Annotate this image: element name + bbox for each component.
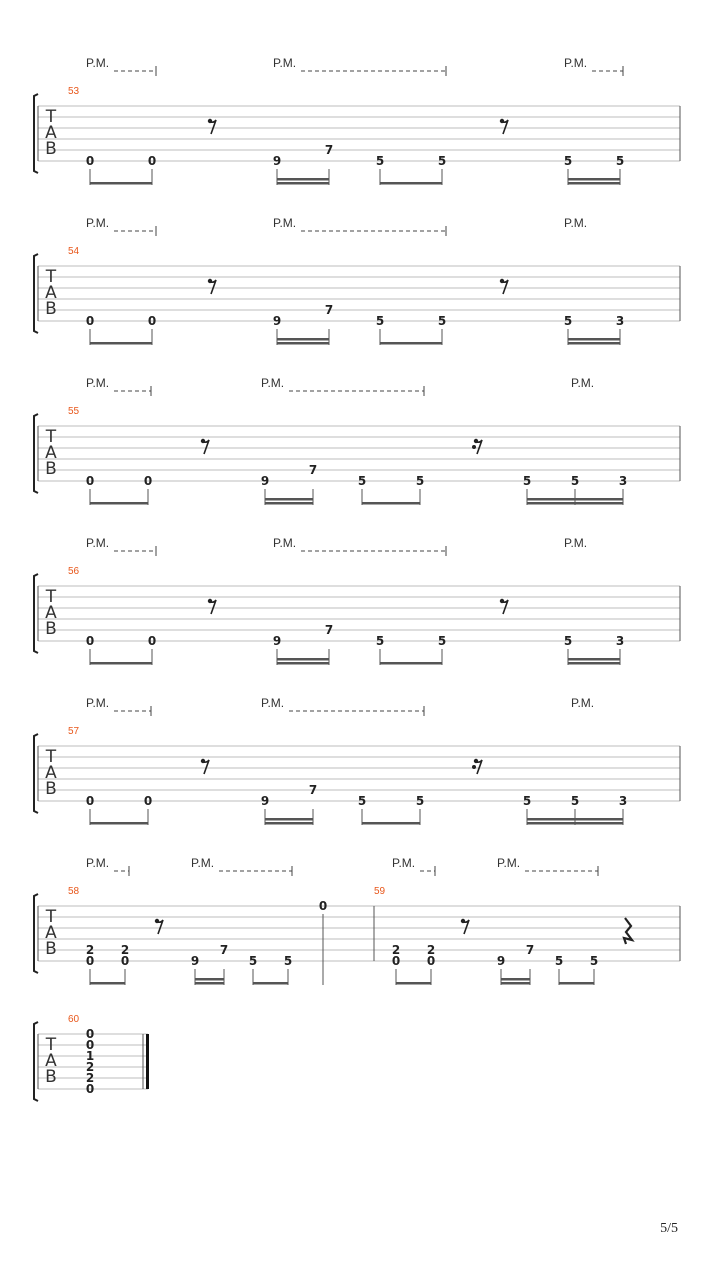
fret-number: 2: [120, 943, 130, 957]
fret-number: 7: [324, 303, 334, 317]
note-beam: [568, 662, 620, 665]
fret-number: 0: [143, 474, 153, 488]
tab-letter-b: B: [45, 939, 57, 959]
staff-system-58-59: [34, 856, 680, 985]
tab-letter-a: A: [45, 443, 57, 463]
fret-number: 0: [147, 634, 157, 648]
rest-stem: [210, 120, 216, 134]
fret-number: 5: [554, 954, 564, 968]
palm-mute-label: P.M.: [564, 56, 588, 70]
fret-number: 1: [85, 1049, 95, 1063]
palm-mute-label: P.M.: [564, 536, 588, 550]
fret-number: 9: [272, 154, 282, 168]
fret-number: 9: [190, 954, 200, 968]
palm-mute-label: P.M.: [191, 856, 215, 870]
tab-letter-a: A: [45, 763, 57, 783]
fret-number: 7: [324, 143, 334, 157]
note-beam: [277, 662, 329, 665]
rest-stem: [502, 600, 508, 614]
fret-number: 3: [618, 794, 628, 808]
palm-mute-label: P.M.: [261, 376, 285, 390]
tab-letter-t: T: [45, 1035, 57, 1055]
rest-dot: [472, 445, 476, 449]
note-beam: [90, 822, 148, 825]
fret-number: 9: [272, 634, 282, 648]
fret-number: 0: [85, 314, 95, 328]
tab-letter-b: B: [45, 779, 57, 799]
note-beam: [195, 982, 224, 985]
palm-mute-label: P.M.: [571, 376, 595, 390]
tab-letter-b: B: [45, 299, 57, 319]
staff-bracket: [34, 574, 38, 653]
fret-number: 5: [589, 954, 599, 968]
staff-bracket: [34, 1022, 38, 1101]
palm-mute-label: P.M.: [86, 216, 110, 230]
fret-number: 0: [120, 954, 130, 968]
fret-number: 5: [375, 634, 385, 648]
fret-number: 9: [260, 474, 270, 488]
fret-number: 5: [437, 154, 447, 168]
fret-number: 2: [85, 1060, 95, 1074]
fret-number: 7: [308, 783, 318, 797]
tab-letter-t: T: [45, 907, 57, 927]
note-beam: [265, 498, 313, 501]
note-beam: [277, 178, 329, 181]
bar-number: 57: [68, 726, 80, 737]
tab-letter-t: T: [45, 587, 57, 607]
note-beam: [265, 822, 313, 825]
note-beam: [90, 182, 152, 185]
palm-mute-label: P.M.: [273, 536, 297, 550]
fret-number: 5: [375, 314, 385, 328]
palm-mute-label: P.M.: [86, 696, 110, 710]
fret-number: 2: [85, 943, 95, 957]
note-beam: [90, 342, 152, 345]
bar-number: 58: [68, 886, 80, 897]
note-beam: [253, 982, 288, 985]
bar-number: 53: [68, 86, 80, 97]
fret-number: 2: [85, 1071, 95, 1085]
fret-number: 0: [85, 1027, 95, 1041]
note-beam: [568, 338, 620, 341]
staff-bracket: [34, 414, 38, 493]
fret-number: 9: [496, 954, 506, 968]
note-beam: [90, 982, 125, 985]
fret-number: 7: [525, 943, 535, 957]
fret-number: 5: [248, 954, 258, 968]
fret-number: 5: [415, 794, 425, 808]
rest-stem: [502, 120, 508, 134]
fret-number: 5: [615, 154, 625, 168]
staff-system-55: [34, 376, 680, 505]
note-beam: [277, 338, 329, 341]
staff-bracket: [34, 734, 38, 813]
palm-mute-label: P.M.: [86, 856, 110, 870]
tab-letter-a: A: [45, 1051, 57, 1071]
note-beam: [568, 342, 620, 345]
fret-number: 5: [375, 154, 385, 168]
bar-number: 55: [68, 406, 80, 417]
note-beam: [396, 982, 431, 985]
note-beam: [277, 342, 329, 345]
fret-number: 7: [324, 623, 334, 637]
staff-system-60: [34, 1014, 149, 1101]
tab-letter-b: B: [45, 619, 57, 639]
tab-letter-b: B: [45, 139, 57, 159]
palm-mute-label: P.M.: [497, 856, 521, 870]
palm-mute-label: P.M.: [273, 216, 297, 230]
bar-number: 59: [374, 886, 386, 897]
note-beam: [362, 502, 420, 505]
fret-number: 5: [522, 474, 532, 488]
fret-number: 5: [357, 474, 367, 488]
note-beam: [527, 498, 623, 501]
tab-letter-a: A: [45, 603, 57, 623]
fret-number: 7: [308, 463, 318, 477]
fret-number: 0: [85, 474, 95, 488]
fret-number: 3: [615, 634, 625, 648]
bar-number: 60: [68, 1014, 80, 1025]
palm-mute-label: P.M.: [564, 216, 588, 230]
fret-number: 3: [618, 474, 628, 488]
fret-number: 5: [563, 634, 573, 648]
fret-number: 2: [391, 943, 401, 957]
fret-number: 0: [143, 794, 153, 808]
fret-number: 5: [570, 794, 580, 808]
quarter-rest: [624, 918, 632, 944]
fret-number: 0: [85, 1038, 95, 1052]
fret-number: 5: [437, 634, 447, 648]
fret-number: 0: [147, 314, 157, 328]
fret-number: 5: [570, 474, 580, 488]
tab-letter-a: A: [45, 123, 57, 143]
staff-system-56: [34, 536, 680, 665]
fret-number: 7: [219, 943, 229, 957]
note-beam: [277, 182, 329, 185]
fret-number: 0: [318, 899, 328, 913]
fret-number: 5: [357, 794, 367, 808]
note-beam: [527, 822, 623, 825]
fret-number: 0: [426, 954, 436, 968]
tab-letter-t: T: [45, 267, 57, 287]
fret-number: 2: [426, 943, 436, 957]
fret-number: 0: [391, 954, 401, 968]
fret-number: 5: [563, 154, 573, 168]
note-beam: [568, 182, 620, 185]
rest-stem: [203, 760, 209, 774]
tab-letter-a: A: [45, 283, 57, 303]
note-beam: [527, 502, 623, 505]
note-beam: [90, 662, 152, 665]
fret-number: 5: [437, 314, 447, 328]
final-barline-thick: [146, 1034, 149, 1089]
staff-system-53: [34, 56, 680, 185]
tab-letter-t: T: [45, 107, 57, 127]
tab-letter-b: B: [45, 459, 57, 479]
staff-system-57: [34, 696, 680, 825]
palm-mute-label: P.M.: [392, 856, 416, 870]
note-beam: [90, 502, 148, 505]
fret-number: 0: [85, 154, 95, 168]
note-beam: [380, 662, 442, 665]
fret-number: 0: [85, 1082, 95, 1096]
staff-bracket: [34, 894, 38, 973]
tab-letter-a: A: [45, 923, 57, 943]
note-beam: [265, 818, 313, 821]
fret-number: 5: [563, 314, 573, 328]
tab-letter-t: T: [45, 747, 57, 767]
fret-number: 5: [415, 474, 425, 488]
bar-number: 54: [68, 246, 80, 257]
fret-number: 0: [85, 634, 95, 648]
rest-dot: [472, 765, 476, 769]
palm-mute-label: P.M.: [261, 696, 285, 710]
fret-number: 5: [522, 794, 532, 808]
rest-stem: [157, 920, 163, 934]
palm-mute-label: P.M.: [86, 536, 110, 550]
rest-stem: [210, 280, 216, 294]
staff-system-54: [34, 216, 680, 345]
tab-letter-t: T: [45, 427, 57, 447]
fret-number: 3: [615, 314, 625, 328]
fret-number: 0: [85, 954, 95, 968]
tab-letter-b: B: [45, 1067, 57, 1087]
palm-mute-label: P.M.: [86, 56, 110, 70]
fret-number: 5: [283, 954, 293, 968]
page-number: 5/5: [660, 1221, 678, 1236]
fret-number: 0: [147, 154, 157, 168]
note-beam: [362, 822, 420, 825]
rest-stem: [502, 280, 508, 294]
note-beam: [527, 818, 623, 821]
note-beam: [568, 178, 620, 181]
rest-stem: [203, 440, 209, 454]
palm-mute-label: P.M.: [86, 376, 110, 390]
fret-number: 0: [85, 794, 95, 808]
fret-number: 9: [272, 314, 282, 328]
note-beam: [568, 658, 620, 661]
rest-stem: [463, 920, 469, 934]
fret-number: 9: [260, 794, 270, 808]
staff-bracket: [34, 94, 38, 173]
note-beam: [559, 982, 594, 985]
palm-mute-label: P.M.: [273, 56, 297, 70]
note-beam: [265, 502, 313, 505]
note-beam: [380, 182, 442, 185]
rest-stem: [210, 600, 216, 614]
palm-mute-label: P.M.: [571, 696, 595, 710]
rest-stem: [476, 440, 482, 454]
rest-stem: [476, 760, 482, 774]
staff-bracket: [34, 254, 38, 333]
note-beam: [501, 978, 530, 981]
note-beam: [277, 658, 329, 661]
note-beam: [501, 982, 530, 985]
bar-number: 56: [68, 566, 80, 577]
note-beam: [380, 342, 442, 345]
note-beam: [195, 978, 224, 981]
